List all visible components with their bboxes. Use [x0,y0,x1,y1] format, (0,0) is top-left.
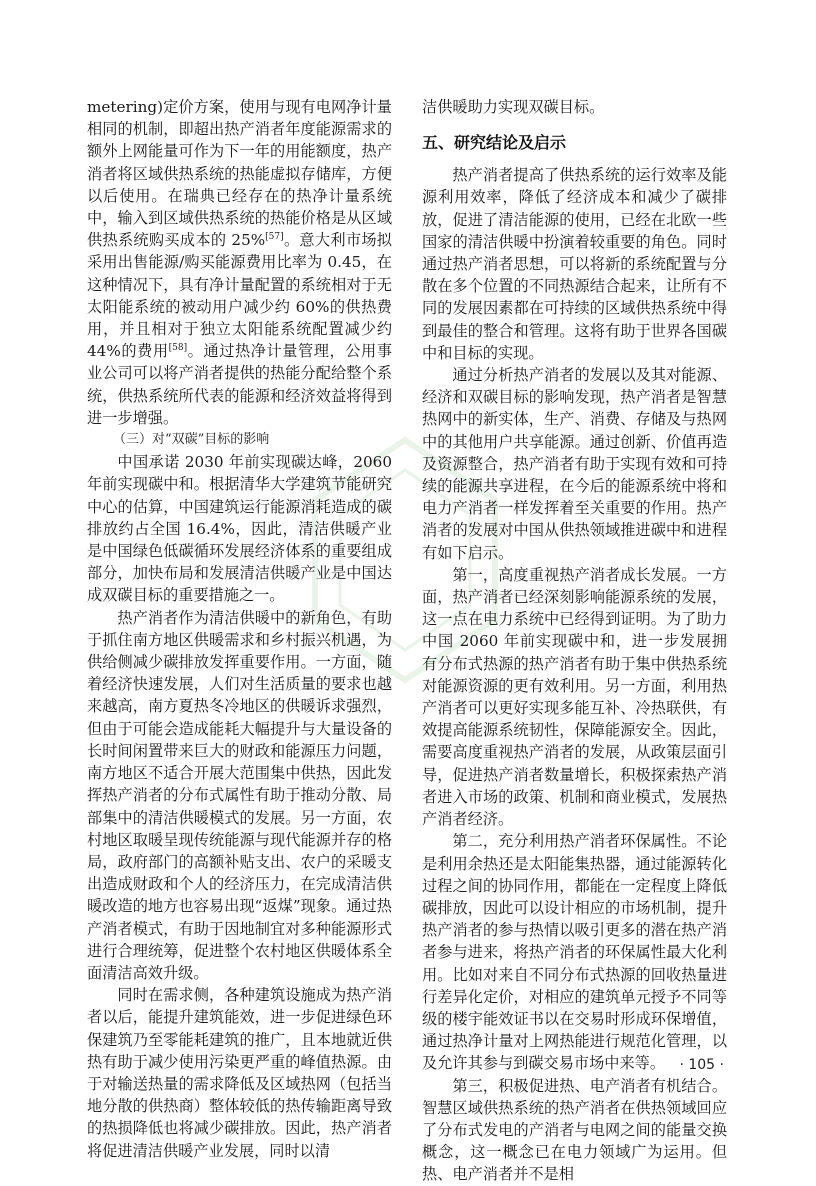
paragraph: 洁供暖助力实现双碳目标。 [422,98,605,116]
paragraph: 同时在需求侧，各种建筑设施成为热产消者以后，能提升建筑能效，进一步促进绿色环保建筑乃至零能耗建筑的推广，且本地就近供热有助于减少使用污染更严重的峰值热源。由于对输送热量的需求降低及区域热网（包括当地分散的供热商）整体较低的热传输距离导致的热损降低也将减少碳排放。因此，热产消者将促进清洁供暖产业发展，同时以清 [87,986,392,1160]
paragraph: 热产消者提高了供热系统的运行效率及能源利用效率，降低了经济成本和减少了碳排放，促进了清洁能源的使用，已经在北欧一些国家的清洁供暖中扮演着较重要的角色。同时通过热产消者思想，可以将新的系统配置与分散在多个位置的不同热源结合起来，让所有不同的发展因素都在可持续的区域供热系统中得到最佳的整合和管理。这将有助于世界各国碳中和目标的实现。 [422,166,727,362]
paragraph: 第二，充分利用热产消者环保属性。不论是利用余热还是太阳能集热器，通过能源转化过程之间的协同作用，都能在一定程度上降低碳排放，因此可以设计相应的市场机制，提升热产消者的参与热情以吸引更多的潜在热产消者参与进来，将热产消者的环保属性最大化利用。比如对来自不同分布式热源的回收热量进行差异化定价，对相应的建筑单元授予不同等级的楼宇能效证书以在交易时形成环保增值，通过热净计量对上网热能进行规范化管理，以及允许其参与到碳交易市场中来等。 [422,832,727,1073]
citation-ref: [58] [168,343,188,354]
citation-ref: [57] [265,232,284,243]
page-number: · 105 · [679,1057,724,1073]
right-column [422,96,727,1186]
subsection-heading: （三）对“双碳”目标的影响 [113,432,270,448]
section-heading: 五、研究结论及启示 [422,133,567,153]
paragraph: 中国承诺 2030 年前实现碳达峰，2060 年前实现碳中和。根据清华大学建筑节能研究中心的估算，中国建筑运行能源消耗造成的碳排放约占全国 16.4%，因此，清洁供暖产业是中国绿色低碳循环发展经济体系的重要组成部分，加快布局和发展清洁供暖产业是中国达成双碳目标的重要措施之一。 [87,453,392,605]
paragraph: 热产消者作为清洁供暖中的新角色，有助于抓住南方地区供暖需求和乡村振兴机遇，为供给侧减少碳排放发挥重要作用。一方面，随着经济快速发展，人们对生活质量的要求也越来越高，南方夏热冬冷地区的供暖诉求强烈，但由于可能会造成能耗大幅提升与大量设备的长时间闲置带来巨大的财政和能源压力问题，南方地区不适合开展大范围集中供热，因此发挥热产消者的分布式属性有助于推动分散、局部集中的清洁供暖模式的发展。另一方面，农村地区取暖呈现传统能源与现代能源并存的格局，政府部门的高额补贴支出、农户的采暖支出造成财政和个人的经济压力，在完成清洁供暖改造的地方也容易出现“返煤”现象。通过热产消者模式，有助于因地制宜对多种能源形式进行合理统筹，促进整个农村地区供暖体系全面清洁高效升级。 [87,608,392,982]
paragraph: 第三，积极促进热、电产消者有机结合。智慧区域供热系统的热产消者在供热领域回应了分布式发电的产消者与电网之间的能量交换概念，这一概念已在电力领域广为运用。但热、电产消者并不是相 [422,1076,727,1184]
paragraph: 第一，高度重视热产消者成长发展。一方面，热产消者已经深刻影响能源系统的发展，这一点在电力系统中已经得到证明。为了助力中国 2060 年前实现碳中和，进一步发展拥有分布式热源的热产消者有助于集中供热系统对能源资源的更有效利用。另一方面，利用热产消者可以更好实现多能互补、冷热联供，有效提高能源系统韧性，保障能源安全。因此，需要高度重视热产消者的发展，从政策层面引导，促进热产消者数量增长，积极探索热产消者进入市场的政策、机制和商业模式，发展热产消者经济。 [422,565,727,829]
paragraph: 通过分析热产消者的发展以及其对能源、经济和双碳目标的影响发现，热产消者是智慧热网中的新实体，生产、消费、存储及与热网中的其他用户共享能源。通过创新、价值再造及资源整合，热产消者有助于实现有效和可持续的能源共享进程，在今后的能源系统中将和电力产消者一样发挥着至关重要的作用。热产消者的发展对中国从供热领域推进碳中和进程有如下启示。 [422,366,727,562]
left-column [87,96,392,1162]
paragraph: metering)定价方案，使用与现有电网净计量相同的机制，即超出热产消者年度能源需求的额外上网能量可作为下一年的用能额度，热产消者将区域供热系统的热能虚拟存储库，方便以后使用。在瑞典已经存在的热净计量系统中，输入到区域供热系统的热能价格是从区域供热系统购买成本的 25%[57]。意大利市场拟采用出售能源/购买能源费用比率为 0.45，在这种情况下，具有净计量配置的系统相对于无太阳能系统的被动用户减少约 60%的供热费用，并且相对于独立太阳能系统配置减少约 44%的费用[58]。通过热净计量管理，公用事业公司可以将产消者提供的热能分配给整个系统，供热系统所代表的能源和经济效益将得到进一步增强。 [87,98,393,427]
